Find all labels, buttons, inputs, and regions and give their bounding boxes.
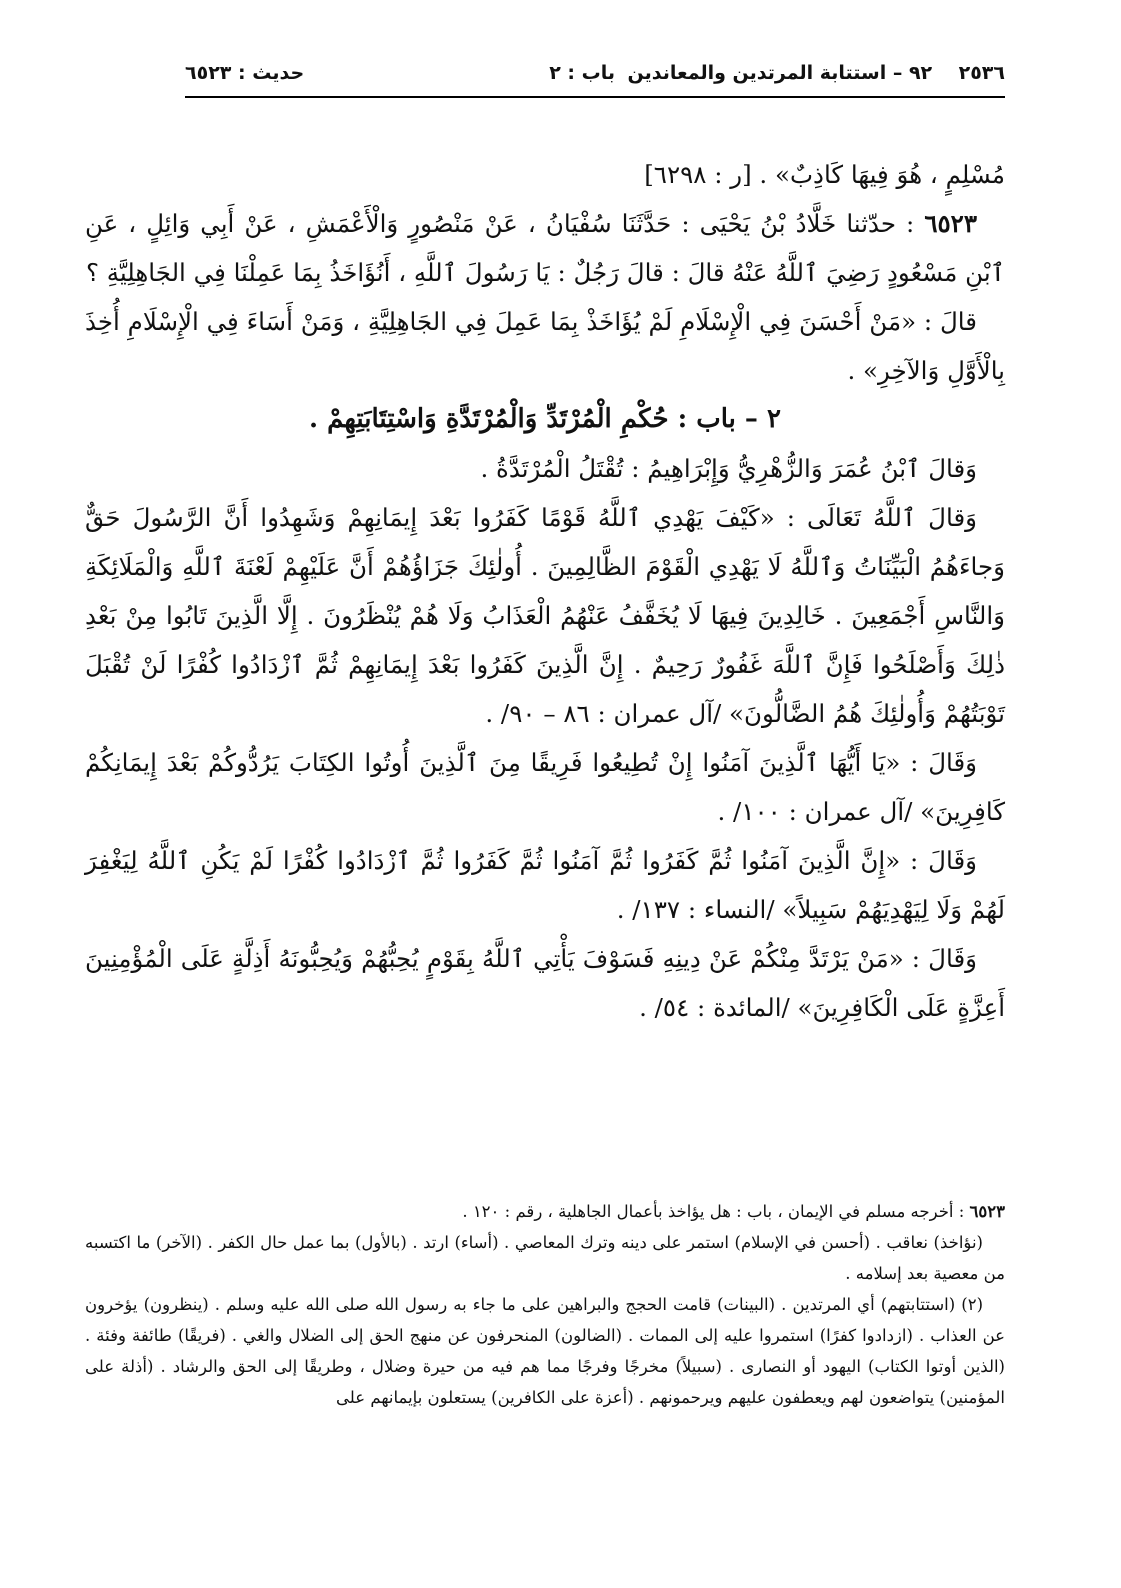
header-page-and-chapter [628, 62, 1005, 84]
paragraph-5: وَقَالَ : «مَنْ يَرْتَدَّ مِنْكُمْ عَنْ دِينِهِ فَسَوْفَ يَأْتِي ٱللَّهُ بِقَوْمٍ يُحِبُّهُمْ وَيُحِبُّونَهُ أَذِلَّةٍ عَلَى الْمُؤْمِنِينَ أَعِزَّةٍ عَلَى الْكَافِرِينَ» /المائدة : ٥٤/ . [85, 944, 1005, 1022]
footnote-3: (٢) (استتابتهم) أي المرتدين . (البينات) قامت الحجج والبراهين على ما جاء به رسول الله صلى الله عليه وسلم . (ينظرون) يؤخرون عن العذاب . (ازدادوا كفرًا) استمروا عليه إلى الممات . (الضالون) المنحرفون عن منهج الحق إلى الضلال والغي . (فريقًا) طائفة وفئة . (الذين أوتوا الكتاب) اليهود أو النصارى . (سبيلاً) مخرجًا وفرجًا مما هم فيه من حيرة وضلال ، وطريقًا إلى الحق والرشاد . (أذلة على المؤمنين) يتواضعون لهم ويعطفون عليهم ويرحمونهم . (أعزة على الكافرين) يستعلون بإيمانهم على [85, 1295, 1005, 1407]
hadith-answer: قالَ : «مَنْ أَحْسَنَ فِي الْإِسْلَامِ لَمْ يُؤَاخَذْ بِمَا عَمِلَ فِي الجَاهِلِيَّةِ ، وَمَنْ أَسَاءَ فِي الْإِسْلَامِ أُخِذَ بِالْأَوَّلِ وَالآخِرِ» . [85, 307, 1005, 385]
paragraph-4: وَقَالَ : «إِنَّ الَّذِينَ آمَنُوا ثُمَّ كَفَرُوا ثُمَّ آمَنُوا ثُمَّ كَفَرُوا ثُمَّ ٱزْدَادُوا كُفْرًا لَمْ يَكُنِ ٱللَّهُ لِيَغْفِرَ لَهُمْ وَلَا لِيَهْدِيَهُمْ سَبِيلاً» /النساء : ١٣٧/ . [85, 846, 1005, 924]
main-text [85, 150, 1005, 1032]
paragraph-3: وَقَالَ : «يَا أَيُّهَا ٱلَّذِينَ آمَنُوا إِنْ تُطِيعُوا فَرِيقًا مِنَ ٱلَّذِينَ أُوتُوا الكِتَابَ يَرُدُّوكُمْ بَعْدَ إِيمَانِكُمْ كَافِرِينَ» /آل عمران : ١٠٠/ . [85, 748, 1005, 826]
header-hadith-number: حديث : ٦٥٢٣ [185, 62, 305, 84]
header-bab: باب : ٢ [549, 62, 615, 84]
hadith-number: ٦٥٢٣ [924, 209, 977, 238]
paragraph-1: وَقالَ ٱبْنُ عُمَرَ وَالزُّهْرِيُّ وَإِبْرَاهِيمُ : تُقْتَلُ الْمُرْتَدَّةُ . [480, 454, 977, 483]
page-header [185, 58, 1005, 98]
footnote-1-text: : أخرجه مسلم في الإيمان ، باب : هل يؤاخذ بأعمال الجاهلية ، رقم : ١٢٠ . [462, 1202, 970, 1221]
chapter-heading: ٢ – باب : حُكْمِ الْمُرْتَدِّ وَالْمُرْتَدَّةِ وَاسْتِتَابَتِهِمْ . [309, 404, 781, 434]
footnote-2: (نؤاخذ) نعاقب . (أحسن في الإسلام) استمر على دينه وترك المعاصي . (أساء) ارتد . (بالأول) بما عمل حال الكفر . (الآخر) ما اكتسبه من معصية بعد إسلامه . [85, 1233, 1005, 1283]
footnote-1 [85, 1196, 1005, 1227]
intro-line: مُسْلِمٍ ، هُوَ فِيهَا كَاذِبٌ» . [ر : ٦٢٩٨] [644, 160, 1005, 189]
hadith-text: : حدّثنا خَلَّادُ بْنُ يَحْيَى : حَدَّثَنَا سُفْيَانُ ، عَنْ مَنْصُورٍ وَالْأَعْمَشِ ، عَنْ أَبِي وَائِلٍ ، عَنِ ٱبْنِ مَسْعُودٍ رَضِيَ ٱللَّهُ عَنْهُ قالَ : قالَ رَجُلٌ : يَا رَسُولَ ٱللَّهِ ، أَنُؤَاخَذُ بِمَا عَمِلْنَا فِي الجَاهِلِيَّةِ ؟ [85, 209, 1005, 287]
footnotes [85, 1196, 1005, 1413]
header-chapter-title: ٩٢ – استتابة المرتدين والمعاندين [627, 62, 933, 84]
hadith-paragraph [85, 199, 1005, 297]
paragraph-2: وَقالَ ٱللَّهُ تَعَالَى : «كَيْفَ يَهْدِي ٱللَّهُ قَوْمًا كَفَرُوا بَعْدَ إِيمَانِهِمْ وَشَهِدُوا أَنَّ الرَّسُولَ حَقٌّ وَجاءَهُمُ الْبَيِّنَاتُ وَٱللَّهُ لَا يَهْدِي الْقَوْمَ الظَّالِمِينَ . أُولٰئِكَ جَزَاؤُهُمْ أَنَّ عَلَيْهِمْ لَعْنَةَ ٱللَّهِ وَالْمَلَائِكَةِ وَالنَّاسِ أَجْمَعِينَ . خَالِدِينَ فِيهَا لَا يُخَفَّفُ عَنْهُمُ الْعَذَابُ وَلَا هُمْ يُنْظَرُونَ . إِلَّا الَّذِينَ تَابُوا مِنْ بَعْدِ ذٰلِكَ وَأَصْلَحُوا فَإِنَّ ٱللَّهَ غَفُورٌ رَحِيمٌ . إِنَّ الَّذِينَ كَفَرُوا بَعْدَ إِيمَانِهِمْ ثُمَّ ٱزْدَادُوا كُفْرًا لَنْ تُقْبَلَ تَوْبَتُهُمْ وَأُولٰئِكَ هُمُ الضَّالُّونَ» /آل عمران : ٨٦ – ٩٠/ . [85, 503, 1005, 728]
header-page-number: ٢٥٣٦ [958, 62, 1005, 84]
footnote-number: ٦٥٢٣ [969, 1202, 1005, 1221]
